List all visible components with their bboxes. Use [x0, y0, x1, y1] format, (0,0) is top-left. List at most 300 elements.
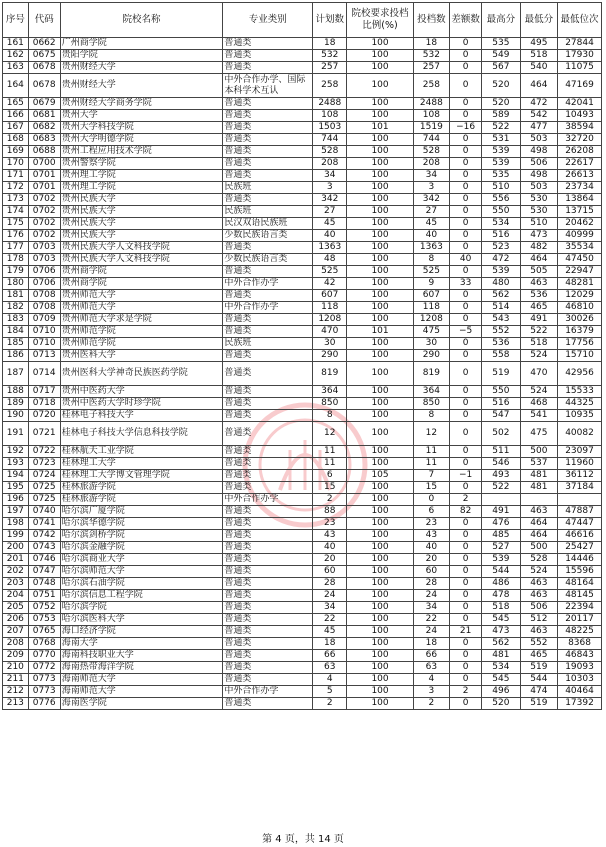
table-row	[3, 98, 602, 110]
cell-school: 贵州理工学院	[60, 182, 223, 194]
cell-category: 普通类	[223, 458, 313, 470]
cell-diff: 0	[450, 230, 482, 242]
cell-filed: 1519	[413, 122, 449, 134]
cell-min: 463	[520, 626, 557, 638]
cell-max: 556	[482, 194, 521, 206]
cell-code: 0724	[28, 470, 60, 482]
table-row	[3, 482, 602, 494]
cell-rank: 47447	[558, 518, 602, 530]
cell-max: 534	[482, 662, 521, 674]
cell-code: 0713	[28, 350, 60, 362]
cell-rank: 42956	[558, 362, 602, 386]
table-row	[3, 614, 602, 626]
cell-max: 516	[482, 398, 521, 410]
cell-seq: 194	[3, 470, 29, 482]
cell-diff: 0	[450, 362, 482, 386]
cell-rank: 8368	[558, 638, 602, 650]
cell-filed: 20	[413, 554, 449, 566]
cell-min: 524	[520, 386, 557, 398]
cell-ratio: 100	[347, 338, 413, 350]
cell-ratio: 100	[347, 278, 413, 290]
cell-ratio: 100	[347, 482, 413, 494]
cell-code: 0675	[28, 50, 60, 62]
cell-school: 贵州民族大学	[60, 206, 223, 218]
cell-min: 464	[520, 74, 557, 98]
cell-rank: 12029	[558, 290, 602, 302]
cell-plan: 11	[313, 458, 347, 470]
cell-category: 普通类	[223, 470, 313, 482]
cell-max: 552	[482, 326, 521, 338]
header-code: 代码	[28, 3, 60, 38]
cell-seq: 186	[3, 350, 29, 362]
cell-ratio: 100	[347, 674, 413, 686]
table-row	[3, 674, 602, 686]
cell-diff: 40	[450, 254, 482, 266]
cell-plan: 208	[313, 158, 347, 170]
cell-seq: 201	[3, 554, 29, 566]
table-row	[3, 158, 602, 170]
cell-seq: 208	[3, 638, 29, 650]
cell-max: 546	[482, 458, 521, 470]
cell-category: 普通类	[223, 602, 313, 614]
cell-category: 普通类	[223, 362, 313, 386]
cell-min: 503	[520, 182, 557, 194]
cell-diff: 0	[450, 554, 482, 566]
cell-min: 518	[520, 338, 557, 350]
cell-school: 哈尔滨剑桥学院	[60, 530, 223, 542]
cell-rank: 46616	[558, 530, 602, 542]
cell-school: 桂林旅游学院	[60, 494, 223, 506]
cell-school: 贵州大学科技学院	[60, 122, 223, 134]
cell-ratio: 100	[347, 206, 413, 218]
cell-diff: 0	[450, 146, 482, 158]
cell-max: 520	[482, 98, 521, 110]
header-max: 最高分	[482, 3, 521, 38]
cell-seq: 177	[3, 242, 29, 254]
cell-filed: 364	[413, 386, 449, 398]
cell-code: 0772	[28, 662, 60, 674]
cell-diff: 0	[450, 674, 482, 686]
cell-category: 普通类	[223, 158, 313, 170]
cell-rank: 16379	[558, 326, 602, 338]
cell-plan: 42	[313, 278, 347, 290]
cell-min: 495	[520, 38, 557, 50]
cell-code: 0708	[28, 290, 60, 302]
table-row	[3, 50, 602, 62]
table-row	[3, 386, 602, 398]
cell-code: 0706	[28, 266, 60, 278]
cell-plan: 342	[313, 194, 347, 206]
cell-category: 普通类	[223, 410, 313, 422]
cell-max: 550	[482, 206, 521, 218]
cell-filed: 45	[413, 218, 449, 230]
table-row	[3, 590, 602, 602]
cell-min: 530	[520, 194, 557, 206]
cell-code: 0710	[28, 338, 60, 350]
table-header-row	[3, 3, 602, 38]
cell-category: 普通类	[223, 134, 313, 146]
cell-diff: 0	[450, 602, 482, 614]
cell-seq: 180	[3, 278, 29, 290]
cell-filed: 8	[413, 254, 449, 266]
cell-rank: 35534	[558, 242, 602, 254]
cell-min: 464	[520, 518, 557, 530]
cell-min: 472	[520, 98, 557, 110]
cell-seq: 174	[3, 206, 29, 218]
cell-school: 桂林电子科技大学信息科技学院	[60, 422, 223, 446]
cell-category: 普通类	[223, 578, 313, 590]
table-row	[3, 206, 602, 218]
cell-category: 普通类	[223, 38, 313, 50]
table-row	[3, 314, 602, 326]
cell-category: 普通类	[223, 698, 313, 710]
cell-max: 486	[482, 578, 521, 590]
cell-diff: 0	[450, 290, 482, 302]
cell-plan: 525	[313, 266, 347, 278]
cell-diff: 0	[450, 422, 482, 446]
table-row	[3, 230, 602, 242]
cell-max: 567	[482, 62, 521, 74]
cell-plan: 5	[313, 686, 347, 698]
cell-min: 524	[520, 350, 557, 362]
cell-ratio: 100	[347, 410, 413, 422]
cell-rank: 42041	[558, 98, 602, 110]
cell-max: 522	[482, 122, 521, 134]
cell-filed: 30	[413, 338, 449, 350]
cell-ratio: 100	[347, 518, 413, 530]
cell-ratio: 100	[347, 62, 413, 74]
header-seq: 序号	[3, 3, 29, 38]
cell-seq: 191	[3, 422, 29, 446]
cell-diff: 33	[450, 278, 482, 290]
cell-diff: 0	[450, 206, 482, 218]
cell-diff: 0	[450, 266, 482, 278]
cell-school: 贵州财经大学	[60, 74, 223, 98]
cell-min: 465	[520, 302, 557, 314]
cell-diff: 0	[450, 98, 482, 110]
cell-plan: 257	[313, 62, 347, 74]
header-category: 专业类别	[223, 3, 313, 38]
cell-seq: 188	[3, 386, 29, 398]
cell-seq: 173	[3, 194, 29, 206]
cell-category: 民族班	[223, 206, 313, 218]
cell-category: 普通类	[223, 122, 313, 134]
cell-diff: 0	[450, 458, 482, 470]
cell-diff: 0	[450, 218, 482, 230]
cell-min: 464	[520, 530, 557, 542]
cell-rank: 25427	[558, 542, 602, 554]
table-row	[3, 122, 602, 134]
cell-min: 481	[520, 482, 557, 494]
cell-plan: 1363	[313, 242, 347, 254]
cell-code: 0702	[28, 194, 60, 206]
cell-ratio: 100	[347, 530, 413, 542]
cell-school: 贵州商学院	[60, 278, 223, 290]
table-row	[3, 566, 602, 578]
header-rank: 最低位次	[558, 3, 602, 38]
cell-category: 中外合作办学	[223, 494, 313, 506]
cell-diff: 21	[450, 626, 482, 638]
cell-filed: 0	[413, 494, 449, 506]
cell-ratio: 100	[347, 566, 413, 578]
table-row	[3, 686, 602, 698]
cell-max: 539	[482, 266, 521, 278]
cell-school: 海南科技职业大学	[60, 650, 223, 662]
cell-seq: 197	[3, 506, 29, 518]
cell-diff: 0	[450, 518, 482, 530]
cell-plan: 744	[313, 134, 347, 146]
cell-seq: 204	[3, 590, 29, 602]
cell-seq: 184	[3, 326, 29, 338]
cell-min: 537	[520, 458, 557, 470]
cell-max: 493	[482, 470, 521, 482]
cell-ratio: 100	[347, 542, 413, 554]
cell-school: 桂林航天工业学院	[60, 446, 223, 458]
cell-min: 522	[520, 326, 557, 338]
cell-code: 0708	[28, 302, 60, 314]
cell-school: 贵州民族大学	[60, 194, 223, 206]
cell-category: 普通类	[223, 314, 313, 326]
cell-diff: 0	[450, 638, 482, 650]
cell-ratio: 100	[347, 266, 413, 278]
cell-category: 普通类	[223, 566, 313, 578]
cell-rank: 14446	[558, 554, 602, 566]
cell-code: 0748	[28, 578, 60, 590]
cell-ratio: 100	[347, 386, 413, 398]
cell-ratio: 105	[347, 470, 413, 482]
cell-filed: 18	[413, 638, 449, 650]
cell-diff: 0	[450, 698, 482, 710]
cell-plan: 66	[313, 650, 347, 662]
cell-max: 491	[482, 506, 521, 518]
cell-seq: 161	[3, 38, 29, 50]
cell-ratio: 100	[347, 422, 413, 446]
cell-school: 海南大学	[60, 638, 223, 650]
cell-plan: 63	[313, 662, 347, 674]
table-row	[3, 134, 602, 146]
cell-plan: 27	[313, 206, 347, 218]
cell-filed: 6	[413, 506, 449, 518]
cell-max: 522	[482, 482, 521, 494]
table-row	[3, 422, 602, 446]
table-row	[3, 494, 602, 506]
cell-ratio: 100	[347, 698, 413, 710]
cell-diff: 0	[450, 74, 482, 98]
cell-filed: 208	[413, 158, 449, 170]
cell-min: 510	[520, 218, 557, 230]
cell-plan: 24	[313, 590, 347, 602]
cell-plan: 18	[313, 638, 347, 650]
cell-plan: 2	[313, 494, 347, 506]
cell-plan: 1208	[313, 314, 347, 326]
header-ratio: 院校要求投档比例(%)	[347, 3, 413, 38]
cell-rank: 11075	[558, 62, 602, 74]
cell-school: 哈尔滨广厦学院	[60, 506, 223, 518]
cell-min: 500	[520, 542, 557, 554]
cell-plan: 470	[313, 326, 347, 338]
cell-school: 贵州师范大学	[60, 302, 223, 314]
cell-rank: 26208	[558, 146, 602, 158]
cell-category: 普通类	[223, 398, 313, 410]
admission-table	[2, 2, 602, 710]
cell-rank: 40999	[558, 230, 602, 242]
cell-filed: 475	[413, 326, 449, 338]
cell-category: 普通类	[223, 170, 313, 182]
cell-rank: 11960	[558, 458, 602, 470]
cell-seq: 172	[3, 182, 29, 194]
cell-code: 0703	[28, 254, 60, 266]
cell-school: 贵州商学院	[60, 266, 223, 278]
cell-min: 519	[520, 662, 557, 674]
cell-seq: 195	[3, 482, 29, 494]
table-row	[3, 278, 602, 290]
table-row	[3, 602, 602, 614]
cell-filed: 23	[413, 518, 449, 530]
cell-seq: 176	[3, 230, 29, 242]
cell-filed: 60	[413, 566, 449, 578]
cell-max: 544	[482, 566, 521, 578]
cell-plan: 2	[313, 698, 347, 710]
cell-category: 普通类	[223, 146, 313, 158]
cell-school: 贵州工程应用技术学院	[60, 146, 223, 158]
cell-category: 普通类	[223, 326, 313, 338]
cell-filed: 118	[413, 302, 449, 314]
cell-code: 0710	[28, 326, 60, 338]
cell-category: 民族班	[223, 182, 313, 194]
table-row	[3, 218, 602, 230]
cell-max: 534	[482, 218, 521, 230]
cell-rank: 19093	[558, 662, 602, 674]
cell-seq: 183	[3, 314, 29, 326]
cell-max: 502	[482, 422, 521, 446]
cell-filed: 22	[413, 614, 449, 626]
cell-school: 贵州民族大学	[60, 230, 223, 242]
table-row	[3, 530, 602, 542]
cell-diff: 0	[450, 566, 482, 578]
cell-filed: 7	[413, 470, 449, 482]
header-diff: 差额数	[450, 3, 482, 38]
cell-seq: 187	[3, 362, 29, 386]
cell-school: 桂林理工大学	[60, 458, 223, 470]
cell-seq: 213	[3, 698, 29, 710]
cell-plan: 22	[313, 614, 347, 626]
table-row	[3, 458, 602, 470]
table-row	[3, 62, 602, 74]
table-row	[3, 110, 602, 122]
cell-plan: 45	[313, 218, 347, 230]
cell-rank: 13715	[558, 206, 602, 218]
cell-code: 0751	[28, 590, 60, 602]
cell-diff: 0	[450, 398, 482, 410]
cell-rank: 30026	[558, 314, 602, 326]
header-filed: 投档数	[413, 3, 449, 38]
table-row	[3, 650, 602, 662]
cell-max: 549	[482, 50, 521, 62]
cell-category: 中外合作办学	[223, 686, 313, 698]
cell-diff: 2	[450, 686, 482, 698]
table-row	[3, 578, 602, 590]
page-footer: 第 4 页，共 14 页	[262, 834, 344, 845]
cell-max: 543	[482, 314, 521, 326]
cell-seq: 181	[3, 290, 29, 302]
cell-code: 0773	[28, 686, 60, 698]
cell-seq: 199	[3, 530, 29, 542]
cell-category: 普通类	[223, 590, 313, 602]
cell-min: 518	[520, 50, 557, 62]
cell-min: 465	[520, 650, 557, 662]
cell-code: 0773	[28, 674, 60, 686]
cell-diff: 0	[450, 134, 482, 146]
cell-seq: 192	[3, 446, 29, 458]
cell-category: 普通类	[223, 482, 313, 494]
cell-code: 0746	[28, 554, 60, 566]
cell-filed: 607	[413, 290, 449, 302]
cell-school: 海南师范大学	[60, 674, 223, 686]
cell-code: 0701	[28, 170, 60, 182]
table-row	[3, 362, 602, 386]
cell-max: 472	[482, 254, 521, 266]
cell-max: 558	[482, 350, 521, 362]
cell-max: 478	[482, 590, 521, 602]
cell-code: 0742	[28, 530, 60, 542]
cell-filed: 11	[413, 446, 449, 458]
cell-filed: 9	[413, 278, 449, 290]
cell-rank: 40082	[558, 422, 602, 446]
cell-diff: 0	[450, 302, 482, 314]
cell-category: 民汉双语民族班	[223, 218, 313, 230]
cell-code: 0743	[28, 542, 60, 554]
cell-school: 贵州民族大学	[60, 218, 223, 230]
cell-school: 贵州民族大学人文科技学院	[60, 254, 223, 266]
cell-rank: 40464	[558, 686, 602, 698]
table-row	[3, 290, 602, 302]
cell-filed: 27	[413, 206, 449, 218]
cell-school: 哈尔滨师范大学	[60, 566, 223, 578]
cell-max: 476	[482, 518, 521, 530]
cell-filed: 34	[413, 602, 449, 614]
cell-filed: 40	[413, 542, 449, 554]
cell-school: 贵州财经大学商务学院	[60, 98, 223, 110]
cell-diff: 0	[450, 662, 482, 674]
cell-plan: 11	[313, 446, 347, 458]
cell-diff: 0	[450, 614, 482, 626]
cell-min: 474	[520, 686, 557, 698]
cell-seq: 190	[3, 410, 29, 422]
cell-school: 贵州医科大学神奇民族医药学院	[60, 362, 223, 386]
cell-min: 470	[520, 362, 557, 386]
cell-seq: 205	[3, 602, 29, 614]
cell-rank: 10493	[558, 110, 602, 122]
cell-code: 0720	[28, 410, 60, 422]
cell-ratio: 100	[347, 350, 413, 362]
cell-plan: 850	[313, 398, 347, 410]
cell-plan: 40	[313, 542, 347, 554]
cell-rank: 47169	[558, 74, 602, 98]
cell-rank: 47450	[558, 254, 602, 266]
cell-school: 海南医学院	[60, 698, 223, 710]
cell-school: 广州商学院	[60, 38, 223, 50]
cell-plan: 20	[313, 554, 347, 566]
cell-min: 512	[520, 614, 557, 626]
cell-diff: 0	[450, 158, 482, 170]
cell-rank: 26613	[558, 170, 602, 182]
cell-plan: 258	[313, 74, 347, 98]
cell-code: 0702	[28, 230, 60, 242]
cell-rank: 48145	[558, 590, 602, 602]
cell-max: 539	[482, 554, 521, 566]
cell-filed: 34	[413, 170, 449, 182]
cell-rank: 15596	[558, 566, 602, 578]
